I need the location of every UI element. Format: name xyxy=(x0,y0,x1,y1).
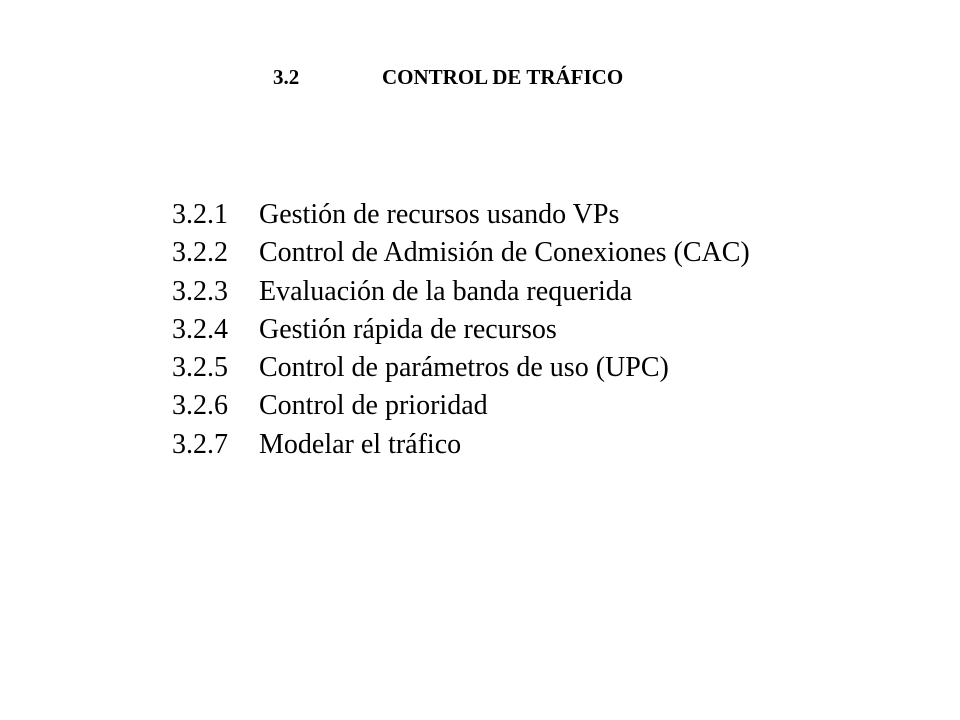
subsection-number: 3.2.3 xyxy=(172,275,228,307)
subsection-title: Control de Admisión de Conexiones (CAC) xyxy=(259,237,750,269)
subsection-number: 3.2.2 xyxy=(172,237,228,269)
subsection-title: Control de parámetros de uso (UPC) xyxy=(259,352,669,384)
subsection-list xyxy=(172,196,750,464)
subsection-title: Control de prioridad xyxy=(259,390,488,422)
subsection-title: Gestión de recursos usando VPs xyxy=(259,199,620,230)
subsection-item xyxy=(172,349,750,387)
section-heading xyxy=(273,62,623,92)
subsection-number: 3.2.1 xyxy=(172,199,228,230)
subsection-item xyxy=(172,273,750,311)
subsection-number: 3.2.7 xyxy=(172,428,228,460)
subsection-item xyxy=(172,387,750,425)
section-number: 3.2 xyxy=(273,65,300,89)
subsection-item xyxy=(172,426,750,464)
subsection-item xyxy=(172,234,750,272)
subsection-number: 3.2.6 xyxy=(172,390,228,422)
subsection-title: Modelar el tráfico xyxy=(259,428,462,460)
subsection-title: Evaluación de la banda requerida xyxy=(259,275,633,307)
subsection-number: 3.2.5 xyxy=(172,352,228,384)
subsection-title: Gestión rápida de recursos xyxy=(259,313,557,345)
subsection-item xyxy=(172,311,750,349)
subsection-item xyxy=(172,196,750,234)
section-title: CONTROL DE TRÁFICO xyxy=(382,65,624,89)
subsection-number: 3.2.4 xyxy=(172,313,228,345)
